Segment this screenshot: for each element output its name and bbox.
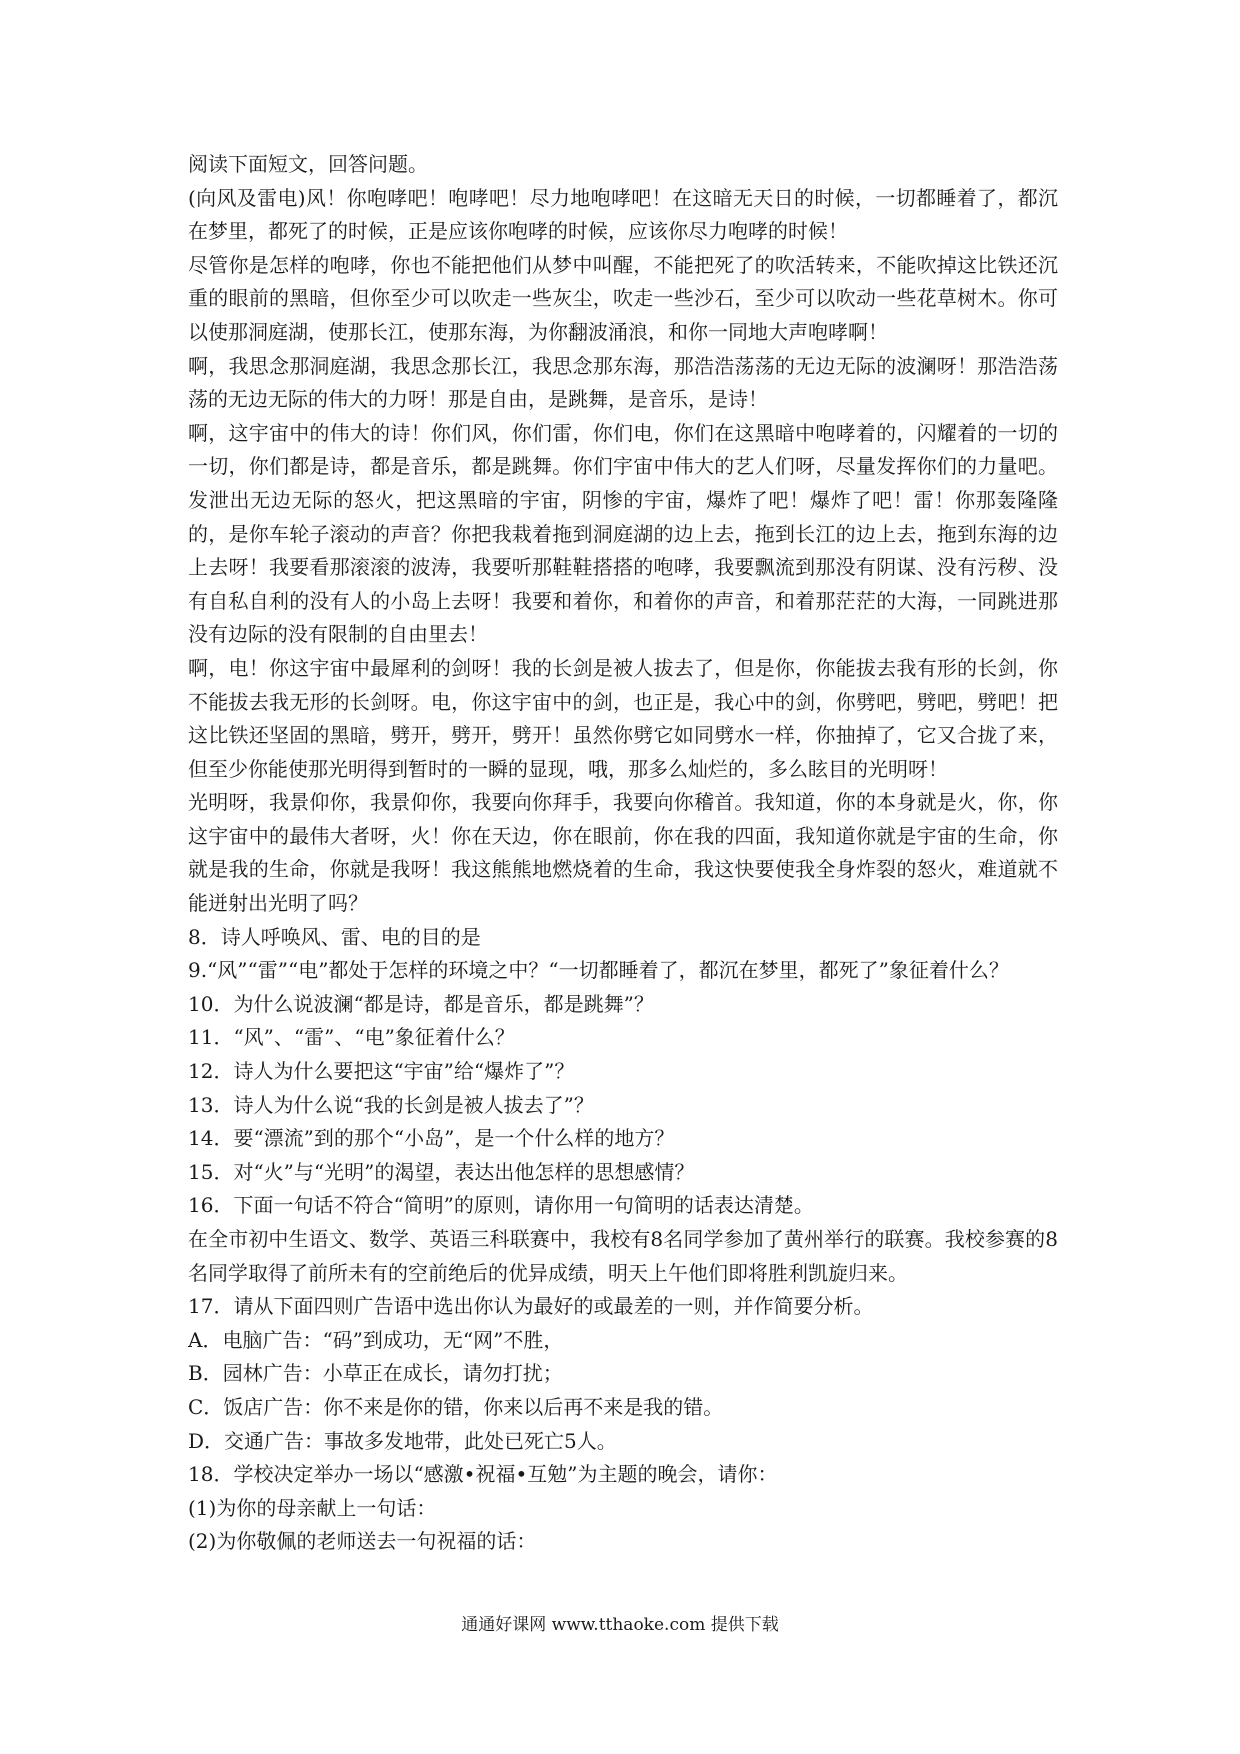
question-17: 17．请从下面四则广告语中选出你认为最好的或最差的一则，并作简要分析。 <box>188 1294 874 1319</box>
passage-paragraph: 啊，电！你这宇宙中最犀利的剑呀！我的长剑是被人拔去了，但是你，你能拔去我有形的长剑，你不能拔去我无形的长剑呀。电，你这宇宙中的剑，也正是，我心中的剑，你劈吧，劈吧，劈吧！把这比铁还坚固的黑暗，劈开，劈开，劈开！虽然你劈它如同劈水一样，你抽掉了，它又合拢了来，但至少你能使那光明得到暂时的一瞬的显现，哦，那多么灿烂的，多么眩目的光明呀！ <box>188 655 1058 781</box>
passage-paragraph: (向风及雷电)风！你咆哮吧！咆哮吧！尽力地咆哮吧！在这暗无天日的时候，一切都睡着了，都沉在梦里，都死了的时候，正是应该你咆哮的时候，应该你尽力咆哮的时候！ <box>188 185 1058 244</box>
question-18-part-2: (2)为你敬佩的老师送去一句祝福的话： <box>188 1529 537 1554</box>
question-18-part-1: (1)为你的母亲献上一句话： <box>188 1495 437 1520</box>
option-b: B．园林广告：小草正在成长，请勿打扰； <box>188 1361 563 1386</box>
question-16: 16．下面一句话不符合“简明”的原则，请你用一句简明的话表达清楚。 <box>188 1193 814 1218</box>
question-10: 10．为什么说波澜“都是诗，都是音乐，都是跳舞”？ <box>188 991 654 1016</box>
passage-paragraph: 尽管你是怎样的咆哮，你也不能把他们从梦中叫醒，不能把死了的吹活转来，不能吹掉这比铁还沉重的眼前的黑暗，但你至少可以吹走一些灰尘，吹走一些沙石，至少可以吹动一些花草树木。你可以使那洞庭湖，使那长江，使那东海，为你翻波涌浪，和你一同地大声咆哮啊！ <box>188 252 1058 344</box>
question-9: 9.“风”“雷”“电”都处于怎样的环境之中？“一切都睡着了，都沉在梦里，都死了”象征着什么？ <box>188 958 1009 983</box>
question-18: 18．学校决定举办一场以“感激•祝福•互勉”为主题的晚会，请你： <box>188 1462 778 1487</box>
option-d: D．交通广告：事故多发地带，此处已死亡5人。 <box>188 1428 617 1453</box>
question-8: 8．诗人呼唤风、雷、电的目的是 <box>188 924 481 949</box>
option-c: C．饭店广告：你不来是你的错，你来以后再不来是我的错。 <box>188 1394 724 1419</box>
passage-paragraph: 啊，我思念那洞庭湖，我思念那长江，我思念那东海，那浩浩荡荡的无边无际的波澜呀！那浩浩荡荡的无边无际的伟大的力呀！那是自由，是跳舞，是音乐，是诗！ <box>188 353 1058 412</box>
passage-paragraph: 啊，这宇宙中的伟大的诗！你们风，你们雷，你们电，你们在这黑暗中咆哮着的，闪耀着的一切的一切，你们都是诗，都是音乐，都是跳舞。你们宇宙中伟大的艺人们呀，尽量发挥你们的力量吧。发泄出无边无际的怒火，把这黑暗的宇宙，阴惨的宇宙，爆炸了吧！爆炸了吧！雷！你那轰隆隆的，是你车轮子滚动的声音？你把我栽着拖到洞庭湖的边上去，拖到长江的边上去，拖到东海的边上去呀！我要看那滚滚的波涛，我要听那鞋鞋搭搭的咆哮，我要飘流到那没有阴谋、没有污秽、没有自私自利的没有人的小岛上去呀！我要和着你，和着你的声音，和着那茫茫的大海，一同跳进那没有边际的没有限制的自由里去！ <box>188 420 1058 647</box>
document-body <box>188 148 1058 1559</box>
instruction: 阅读下面短文，回答问题。 <box>188 152 428 176</box>
question-13: 13．诗人为什么说“我的长剑是被人拔去了”？ <box>188 1092 594 1117</box>
page-footer: 通通好课网 www.tthaoke.com 提供下载 <box>461 1615 779 1635</box>
option-a: A．电脑广告：“码”到成功，无“网”不胜， <box>188 1327 564 1352</box>
passage-paragraph: 光明呀，我景仰你，我景仰你，我要向你拜手，我要向你稽首。我知道，你的本身就是火，你，你这宇宙中的最伟大者呀，火！你在天边，你在眼前，你在我的四面，我知道你就是宇宙的生命，你就是我的生命，你就是我呀！我这熊熊地燃烧着的生命，我这快要使我全身炸裂的怒火，难道就不能迸射出光明了吗？ <box>188 790 1058 916</box>
question-15: 15．对“火”与“光明”的渴望，表达出他怎样的思想感情？ <box>188 1159 695 1184</box>
question-11: 11．“风”、“雷”、“电”象征着什么？ <box>188 1025 515 1050</box>
question-14: 14．要“漂流”到的那个“小岛”，是一个什么样的地方？ <box>188 1126 675 1151</box>
question-12: 12．诗人为什么要把这“宇宙”给“爆炸了”？ <box>188 1059 575 1084</box>
question-16-sentence: 在全市初中生语文、数学、英语三科联赛中，我校有8名同学参加了黄州举行的联赛。我校参赛的8名同学取得了前所未有的空前绝后的优异成绩，明天上午他们即将胜利凯旋归来。 <box>188 1227 1058 1285</box>
